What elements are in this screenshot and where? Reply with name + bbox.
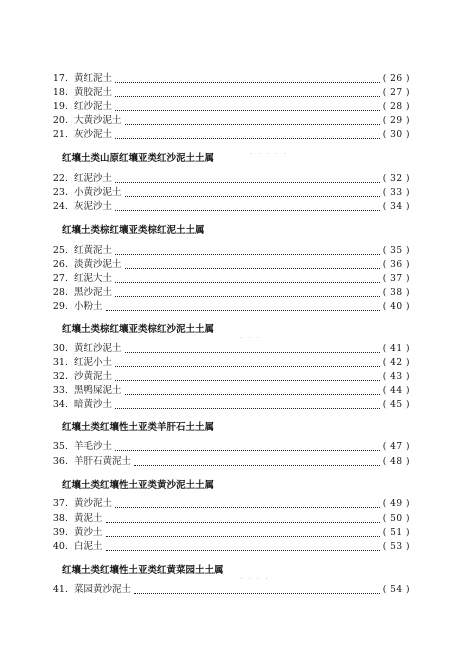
dot-leader [115,408,380,409]
toc-entry [48,128,410,142]
entry-number: 40. [52,541,68,552]
entry-title: 小黄沙泥土 [74,187,122,198]
dot-leader [106,550,380,551]
entry-title: 黄胶泥土 [74,87,113,98]
entry-page: ( 49 ) [382,499,410,509]
toc-entry [48,100,410,114]
entry-page: ( 45 ) [382,400,410,410]
toc-entry [48,342,410,356]
toc-entry [48,286,410,300]
entry-number: 31. [52,357,68,368]
dot-leader [115,296,380,297]
entry-number: 18. [52,87,68,98]
entry-page: ( 44 ) [382,386,410,396]
entry-number: 19. [52,101,68,112]
entry-number: 32. [52,371,68,382]
toc-entry [48,512,410,526]
dot-leader [134,593,380,594]
toc-entry [48,200,410,214]
entry-page: ( 51 ) [382,528,410,538]
entry-page: ( 30 ) [382,130,410,140]
entry-page: ( 54 ) [382,585,410,595]
entry-title: 灰泥沙土 [74,201,113,212]
toc-entry [48,440,410,454]
dot-leader [115,282,380,283]
dot-leader [115,366,380,367]
entry-page: ( 48 ) [382,457,410,467]
dot-leader [106,522,380,523]
entry-page: ( 32 ) [382,174,410,184]
entry-title: 红泥沙土 [74,173,113,184]
entry-number: 26. [52,259,68,270]
scan-noise: · · · [240,334,262,342]
entry-page: ( 50 ) [382,514,410,524]
toc-entry [48,384,410,398]
entry-page: ( 38 ) [382,288,410,298]
entry-number: 20. [52,115,68,126]
section-heading: 红壤土类红壤性土亚类红黄菜园土土属 [62,565,224,576]
dot-leader [115,210,380,211]
entry-title: 黑鸭屎泥土 [74,385,122,396]
toc-entry [48,244,410,258]
entry-title: 黄红泥土 [74,73,113,84]
entry-title: 大黄沙泥土 [74,115,122,126]
entry-number: 34. [52,399,68,410]
entry-title: 灰沙泥土 [74,129,113,140]
dot-leader [115,507,380,508]
toc-entry [48,583,410,597]
toc-entry [48,370,410,384]
entry-number: 28. [52,287,68,298]
toc-entry [48,540,410,554]
dot-leader [115,380,380,381]
toc-entry [48,114,410,128]
entry-page: ( 28 ) [382,102,410,112]
entry-number: 36. [52,456,68,467]
entry-page: ( 35 ) [382,246,410,256]
toc-entry [48,300,410,314]
toc-entry [48,186,410,200]
section-heading: 红壤土类棕红壤亚类棕红沙泥土土属 [62,324,215,335]
entry-page: ( 53 ) [382,542,410,552]
section-heading: 红壤土类红壤性土亚类黄沙泥土土属 [62,480,215,491]
toc-entry [48,398,410,412]
dot-leader [125,196,380,197]
entry-page: ( 27 ) [382,88,410,98]
dot-leader [115,254,380,255]
entry-number: 33. [52,385,68,396]
toc-entry [48,497,410,511]
toc-entry [48,72,410,86]
entry-page: ( 26 ) [382,74,410,84]
entry-number: 25. [52,245,68,256]
dot-leader [106,310,380,311]
toc-entry [48,172,410,186]
toc-entry [48,455,410,469]
entry-page: ( 41 ) [382,344,410,354]
entry-title: 小粉土 [74,301,103,312]
entry-number: 38. [52,513,68,524]
entry-title: 沙黄泥土 [74,371,113,382]
entry-number: 24. [52,201,68,212]
dot-leader [115,110,380,111]
section-heading: 红壤土类棕红壤亚类棕红泥土土属 [62,225,205,236]
dot-leader [115,182,380,183]
entry-title: 暗黄沙土 [74,399,113,410]
entry-number: 21. [52,129,68,140]
entry-number: 30. [52,343,68,354]
entry-page: ( 47 ) [382,442,410,452]
section-heading: 红壤土类红壤性土亚类羊肝石土土属 [62,422,215,433]
entry-title: 羊毛沙土 [74,441,113,452]
toc-entry [48,258,410,272]
dot-leader [125,268,380,269]
entry-page: ( 43 ) [382,372,410,382]
dot-leader [125,124,380,125]
scan-noise: · · · · · [250,150,289,158]
dot-leader [134,465,380,466]
entry-page: ( 34 ) [382,202,410,212]
entry-number: 17. [52,73,68,84]
entry-title: 黄泥土 [74,513,103,524]
entry-page: ( 37 ) [382,274,410,284]
entry-page: ( 42 ) [382,358,410,368]
entry-title: 黄沙土 [74,527,103,538]
entry-title: 羊肝石黄泥土 [74,456,132,467]
entry-title: 红沙泥土 [74,101,113,112]
entry-page: ( 33 ) [382,188,410,198]
entry-number: 39. [52,527,68,538]
entry-number: 41. [52,584,68,595]
entry-title: 红黄泥土 [74,245,113,256]
toc-entry [48,86,410,100]
entry-page: ( 40 ) [382,302,410,312]
entry-title: 红泥大土 [74,273,113,284]
entry-title: 红泥小土 [74,357,113,368]
toc-entry [48,356,410,370]
entry-title: 黑沙泥土 [74,287,113,298]
entry-number: 35. [52,441,68,452]
entry-title: 白泥土 [74,541,103,552]
entry-title: 菜园黄沙泥土 [74,584,132,595]
entry-number: 37. [52,498,68,509]
toc-entry [48,526,410,540]
entry-title: 淡黄沙泥土 [74,259,122,270]
dot-leader [125,352,380,353]
entry-number: 29. [52,301,68,312]
dot-leader [125,394,380,395]
entry-title: 黄红沙泥土 [74,343,122,354]
entry-number: 23. [52,187,68,198]
entry-number: 27. [52,273,68,284]
toc-entry [48,272,410,286]
scan-noise: · · · · [240,575,270,583]
dot-leader [115,82,380,83]
entry-number: 22. [52,173,68,184]
entry-title: 黄沙泥土 [74,498,113,509]
dot-leader [115,138,380,139]
entry-page: ( 29 ) [382,116,410,126]
dot-leader [106,536,380,537]
dot-leader [115,450,380,451]
dot-leader [115,96,380,97]
section-heading: 红壤土类山原红壤亚类红沙泥土土属 [62,153,215,164]
entry-page: ( 36 ) [382,260,410,270]
